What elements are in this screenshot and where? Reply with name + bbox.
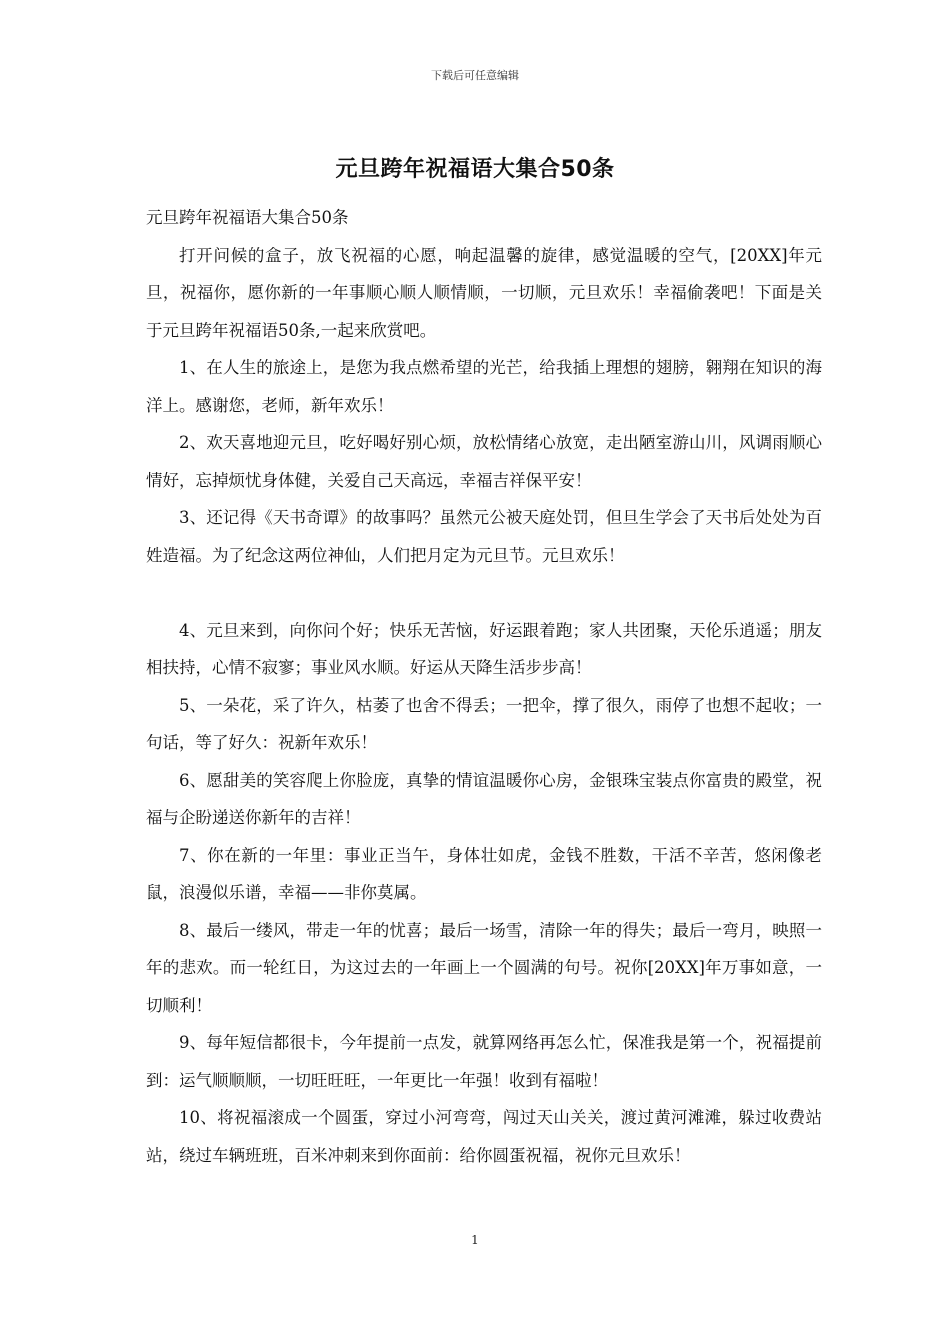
- header-note: 下载后可任意编辑: [431, 69, 519, 82]
- paragraph-item-9: 9、每年短信都很卡，今年提前一点发，就算网络再怎么忙，保准我是第一个，祝福提前到：运气顺顺顺，一切旺旺旺，一年更比一年强！收到有福啦！: [146, 1033, 822, 1090]
- subtitle-line: 元旦跨年祝福语大集合50条: [146, 208, 349, 227]
- paragraph-intro: 打开问候的盒子，放飞祝福的心愿，响起温馨的旋律，感觉温暖的空气，[20XX]年元旦，祝福你，愿你新的一年事顺心顺人顺情顺，一切顺，元旦欢乐！幸福偷袭吧！下面是关于元旦跨年祝福语50条,一起来欣赏吧。: [146, 245, 822, 340]
- document-title: 元旦跨年祝福语大集合50条: [335, 157, 615, 182]
- paragraph-item-3: 3、还记得《天书奇谭》的故事吗？虽然元公被天庭处罚，但旦生学会了天书后处处为百姓造福。为了纪念这两位神仙，人们把月定为元旦节。元旦欢乐！: [146, 508, 822, 565]
- paragraph-item-4: 4、元旦来到，向你问个好；快乐无苦恼，好运跟着跑；家人共团聚，天伦乐逍遥；朋友相扶持，心情不寂寥；事业风水顺。好运从天降生活步步高！: [146, 620, 822, 677]
- paragraph-item-2: 2、欢天喜地迎元旦，吃好喝好别心烦，放松情绪心放宽，走出陋室游山川，风调雨顺心情好，忘掉烦忧身体健，关爱自己天高远，幸福吉祥保平安！: [146, 433, 822, 490]
- paragraph-item-6: 6、愿甜美的笑容爬上你脸庞，真挚的情谊温暖你心房，金银珠宝装点你富贵的殿堂，祝福与企盼递送你新年的吉祥！: [146, 770, 822, 827]
- document-body: [146, 199, 822, 1174]
- paragraph-item-7: 7、你在新的一年里：事业正当午，身体壮如虎，金钱不胜数，干活不辛苦，悠闲像老鼠，浪漫似乐谱，幸福——非你莫属。: [146, 845, 822, 902]
- paragraph-item-10: 10、将祝福滚成一个圆蛋，穿过小河弯弯，闯过天山关关，渡过黄河滩滩，躲过收费站站，绕过车辆班班，百米冲刺来到你面前：给你圆蛋祝福，祝你元旦欢乐！: [146, 1108, 822, 1165]
- paragraph-item-8: 8、最后一缕风，带走一年的忧喜；最后一场雪，清除一年的得失；最后一弯月，映照一年的悲欢。而一轮红日，为这过去的一年画上一个圆满的句号。祝你[20XX]年万事如意，一切顺利！: [146, 920, 822, 1015]
- paragraph-item-5: 5、一朵花，采了许久，枯萎了也舍不得丢；一把伞，撑了很久，雨停了也想不起收；一句话，等了好久：祝新年欢乐！: [146, 695, 822, 752]
- paragraph-item-1: 1、在人生的旅途上，是您为我点燃希望的光芒，给我插上理想的翅膀，翱翔在知识的海洋上。感谢您，老师，新年欢乐！: [146, 358, 822, 415]
- page-number: 1: [471, 1233, 479, 1247]
